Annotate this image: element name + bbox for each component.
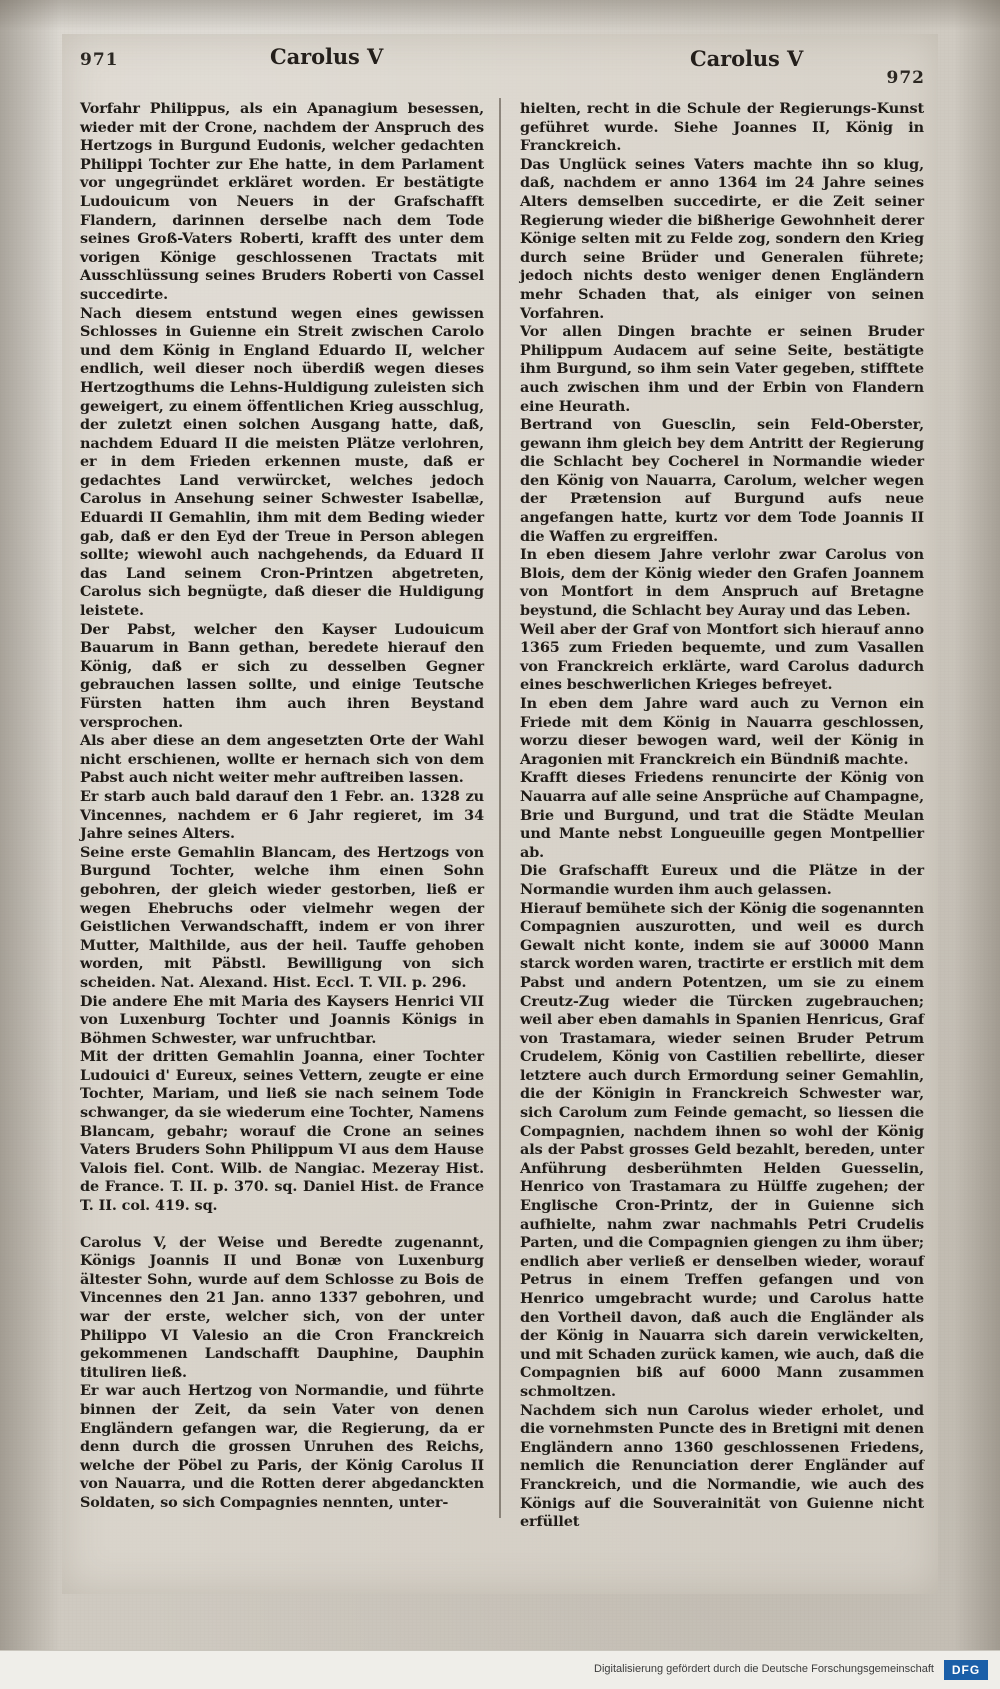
paragraph: Nachdem sich nun Carolus wieder erholet, und die vornehmsten Puncte des in Bretigni mit denen Engländern anno 1360 geschlossenen Friedens, nemlich die Renunciation derer Engländer auf Franckreich, und die Normandie, wie auch des Königs auf die Souverainität von Guienne nicht erfüllet [520,1401,924,1531]
paragraph: Bertrand von Guesclin, sein Feld-Oberster, gewann ihm gleich bey dem Antritt der Regierung die Schlacht bey Cocherel in Normandie wieder den König von Nauarra, Carolum, welcher wegen der Prætension auf Burgund aufs neue angefangen hatte, kurtz vor dem Tode Joannis II die Waffen zu ergreiffen. [520,416,924,545]
paragraph: Hierauf bemühete sich der König die sogenannten Compagnien auszurotten, und weil es durch Gewalt nicht konte, indem sie auf 30000 Mann starck worden waren, tractirte er erstlich mit dem Pabst und andern Potentzen, um sie zu einem Creutz-Zug wieder die Türcken zugebrauchen; weil aber eben damahls in Spanien Henricus, Graf von Trastamara, wieder seinen Bruder Petrum Crudelem, König von Castilien rebellirte, dieser letztere auch durch Ermordung seiner Gemahlin, die der Königin in Franckreich Schwester war, sich Carolum zum Feinde gemacht, so liessen die Compagnien, nachdem ihnen so wohl der König als der Pabst grosses Geld bezahlt, bereden, unter Anführung desberühmten Helden Guesselin, Henrico von Trastamara zu Hülffe zugehen; der Englische Cron-Printz, der in Guienne sich aufhielte, nahm zwar nachmahls Petri Crudelis Parten, und die Compagnien giengen zu ihm über; endlich aber verließ er denselben wieder, worauf Petrus in einem Treffen gefangen und von Henrico umgebracht wurde; und Carolus hatte den Vortheil davon, daß auch die Engländer als der König in Nauarra sich darein verwickelten, und mit Schaden zurück kamen, wie auch, daß die Compagnien biß auf 6000 Mann zusammen schmoltzen. [520,899,924,1400]
paragraph: Carolus V, der Weise und Beredte zugenannt, Königs Joannis II und Bonæ von Luxenburg ältester Sohn, wurde auf dem Schlosse zu Bois de Vincennes den 21 Jan. anno 1337 gebohren, und war der erste, welcher sich, von der unter Philippo VI Valesio an die Cron Franckreich gekommenen Landschafft Dauphine, Dauphin tituliren ließ. [80,1233,484,1381]
section-break [80,1216,484,1234]
paragraph: Mit der dritten Gemahlin Joanna, einer Tochter Ludouici d' Eureux, seines Vettern, zeugte er eine Tochter, Mariam, und ließ sie nach seinem Tode schwanger, da sie wiederum eine Tochter, Namens Blancam, gebahr; worauf die Crone an seines Vaters Bruders Sohn Philippum VI aus dem Hause Valois fiel. Cont. Wilb. de Nangiac. Mezeray Hist. de France. T. II. p. 370. sq. Daniel Hist. de France T. II. col. 419. sq. [80,1048,484,1215]
paragraph: Krafft dieses Friedens renuncirte der König von Nauarra auf alle seine Ansprüche auf Champagne, Brie und Burgund, und trat die Städte Meulan und Mante nebst Longueuille gegen Montpellier ab. [520,769,924,861]
running-head-left: Carolus V [270,44,384,69]
page-header [80,44,925,90]
paragraph: Die andere Ehe mit Maria des Kaysers Henrici VII von Luxenburg Tochter und Joannis Königs in Böhmen Schwester, war unfruchtbar. [80,992,484,1047]
folio-number-right: 972 [886,68,925,88]
paragraph: Als aber diese an dem angesetzten Orte der Wahl nicht erschienen, wollte er hernach sich von dem Pabst auch nicht weiter mehr auftreiben lassen. [80,732,484,787]
paragraph: In eben dem Jahre ward auch zu Vernon ein Friede mit dem König in Nauarra geschlossen, worzu dieser bewogen ward, weil der König in Aragonien mit Franckreich ein Bündniß machte. [520,695,924,768]
paragraph: Seine erste Gemahlin Blancam, des Hertzogs von Burgund Tochter, welche ihm einen Sohn gebohren, der gleich wieder gestorben, ließ er wegen Ehebruchs oder vielmehr wegen der Geistlichen Verwandschafft, indem er von ihrer Mutter, Malthilde, aus der heil. Tauffe gehoben worden, mit Päbstl. Bewilligung von sich scheiden. Nat. Alexand. Hist. Eccl. T. VII. p. 296. [80,843,484,991]
page-edge-shadow-right [954,0,1000,1651]
page-edge-shadow-top [0,0,1000,30]
paragraph: Weil aber der Graf von Montfort sich hierauf anno 1365 zum Frieden bequemte, und zum Vasallen von Franckreich erklärte, ward Carolus dadurch eines beschwerlichen Krieges befreyet. [520,620,924,694]
paragraph: hielten, recht in die Schule der Regierungs-Kunst geführet wurde. Siehe Joannes II, König in Franckreich. [520,100,924,155]
column-divider [499,98,501,1518]
funding-notice: Digitalisierung gefördert durch die Deutsche Forschungsgemeinschaft [594,1663,934,1675]
page-edge-shadow-left [0,0,60,1651]
left-text-column [80,100,484,1513]
dfg-logo: DFG [944,1660,988,1680]
paragraph: Der Pabst, welcher den Kayser Ludouicum Bauarum in Bann gethan, beredete hierauf den König, daß er sich zu desselben Gegner gebrauchen lassen sollte, und einige Teutsche Fürsten hatten ihm auch ihren Beystand versprochen. [80,620,484,731]
paragraph: In eben diesem Jahre verlohr zwar Carolus von Blois, dem der König wieder den Grafen Joannem von Montfort in dem Anspruch auf Bretagne beystund, die Schlacht bey Auray und das Leben. [520,546,924,620]
folio-number-left: 971 [80,50,119,70]
paragraph: Das Unglück seines Vaters machte ihn so klug, daß, nachdem er anno 1364 im 24 Jahre seines Alters demselben succedirte, er die Zeit seiner Regierung wieder die bißherige Gewohnheit derer Könige selten mit zu Felde zog, sondern den Krieg durch seine Brüder und Generalen führete; jedoch nichts desto weniger denen Engländern mehr Schaden that, als einiger von seinen Vorfahren. [520,155,924,322]
paragraph: Er starb auch bald darauf den 1 Febr. an. 1328 zu Vincennes, nachdem er 6 Jahr regieret, im 34 Jahre seines Alters. [80,787,484,843]
paragraph: Vorfahr Philippus, als ein Apanagium besessen, wieder mit der Crone, nachdem der Anspruch des Hertzogs in Burgund Eudonis, welcher gedachten Philippi Tochter zur Ehe hatte, in dem Parlament vor ungegründet erkläret worden. Er bestätigte Ludouicum von Neuers in der Grafschafft Flandern, darinnen derselbe nach dem Tode seines Groß-Vaters Roberti, krafft des unter dem vorigen Könige geschlossenen Tractats mit Ausschlüssung seines Bruders Roberti von Cassel succedirte. [80,100,484,303]
right-text-column [520,100,924,1532]
paragraph: Vor allen Dingen brachte er seinen Bruder Philippum Audacem auf seine Seite, bestätigte ihm Burgund, so ihm sein Vater gegeben, stifftete auch zwischen ihm und der Erbin von Flandern eine Heurath. [520,323,924,415]
paragraph: Die Grafschafft Eureux und die Plätze in der Normandie wurden ihm auch gelassen. [520,862,924,898]
running-head-right: Carolus V [690,46,804,71]
paragraph: Nach diesem entstund wegen eines gewissen Schlosses in Guienne ein Streit zwischen Carolo und dem König in England Eduardo II, welcher endlich, weil dieser noch überdiß wegen dieses Hertzogthums die Lehns-Huldigung zuleisten sich geweigert, zu einem öffentlichen Krieg ausschlug, der zuletzt einen solchen Ausgang hatte, daß, nachdem Eduard II die meisten Plätze verlohren, er in dem Frieden erkennen muste, daß er gedachtes Land verwürcket, welches jedoch Carolus in Ansehung seiner Schwester Isabellæ, Eduardi II Gemahlin, ihm mit dem Beding wieder gab, daß er den Eyd der Treue in Person ablegen sollte; wiewohl auch nachgehends, da Eduard II das Land seinem Cron-Printzen abgetreten, Carolus sich begnügte, daß dieser die Huldigung leistete. [80,304,484,620]
scan-footer-bar [0,1650,1000,1689]
paragraph: Er war auch Hertzog von Normandie, und führte binnen der Zeit, da sein Vater von denen Engländern gefangen war, die Regierung, da er denn durch die grossen Unruhen des Reichs, welche der Pöbel zu Paris, der König Carolus II von Nauarra, und die Rotten derer abgedanckten Soldaten, so sich Compagnies nennten, unter- [80,1382,484,1511]
